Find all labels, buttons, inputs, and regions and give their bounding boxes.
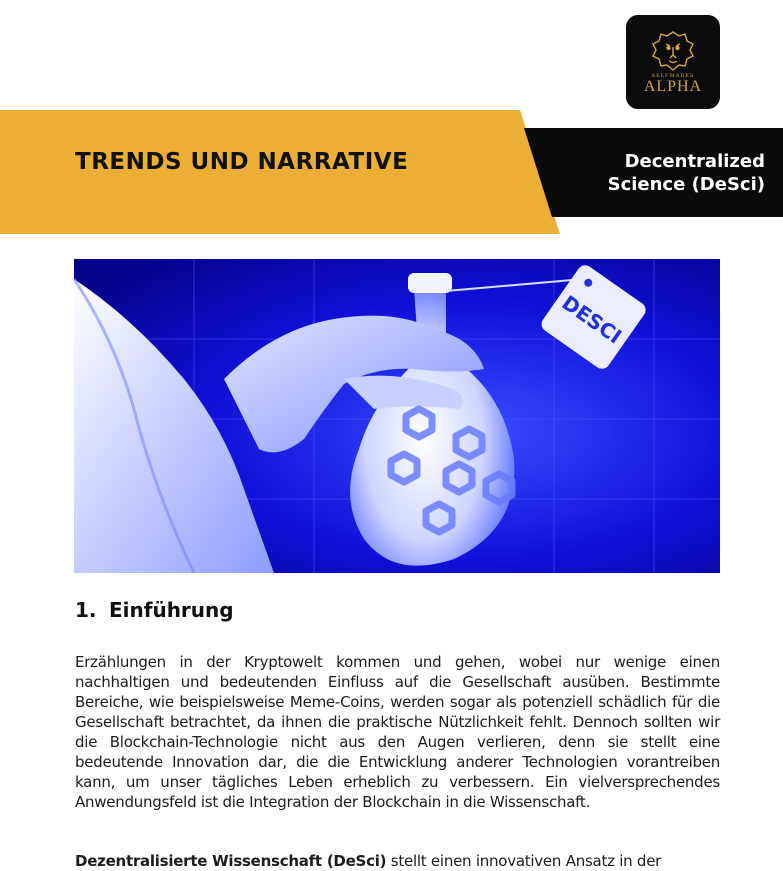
brand-logo (626, 15, 720, 109)
banner-subtitle-line1: Decentralized (624, 151, 765, 172)
hand-holding-flask-illustration (74, 259, 720, 573)
section-title: Einführung (109, 598, 234, 622)
banner-title: TRENDS UND NARRATIVE (75, 149, 409, 175)
logo-tagline: SELFMADES (651, 72, 695, 79)
desci-term: Dezentralisierte Wissenschaft (DeSci) (75, 852, 387, 870)
hero-tag-label: DESCI (557, 290, 627, 349)
intro-paragraph: Erzählungen in der Kryptowelt kommen und gehen, wobei nur wenige einen nachhaltigen und bedeutenden Einfluss auf die Gesellschaft ausüben. Bestimmte Bereiche, wie beispielsweise Meme-Coins, werden sogar als potenziell schädlich für die Gesellschaft betrachtet, da ihnen die praktische Nützlichkeit fehlt. Dennoch sollten wir die Blockchain-Technologie nicht aus den Augen verlieren, denn sie stellt eine bedeutende Innovation dar, die die Entwicklung anderer Technologien vorantreiben kann, um unser tägliches Leben erheblich zu verbessern. Ein vielversprechendes Anwendungsfeld ist die Integration der Blockchain in die Wissenschaft. (75, 653, 720, 811)
section-heading (75, 598, 234, 622)
logo-name: ALPHA (643, 77, 703, 95)
section-number: 1. (75, 598, 97, 622)
banner-subtitle-line2: Science (DeSci) (607, 174, 765, 195)
banner-subtitle (560, 150, 765, 196)
desci-paragraph (75, 851, 720, 871)
lion-head-icon (649, 30, 697, 72)
hero-image (74, 259, 720, 573)
desci-paragraph-text: stellt einen innovativen Ansatz in der (386, 852, 662, 870)
